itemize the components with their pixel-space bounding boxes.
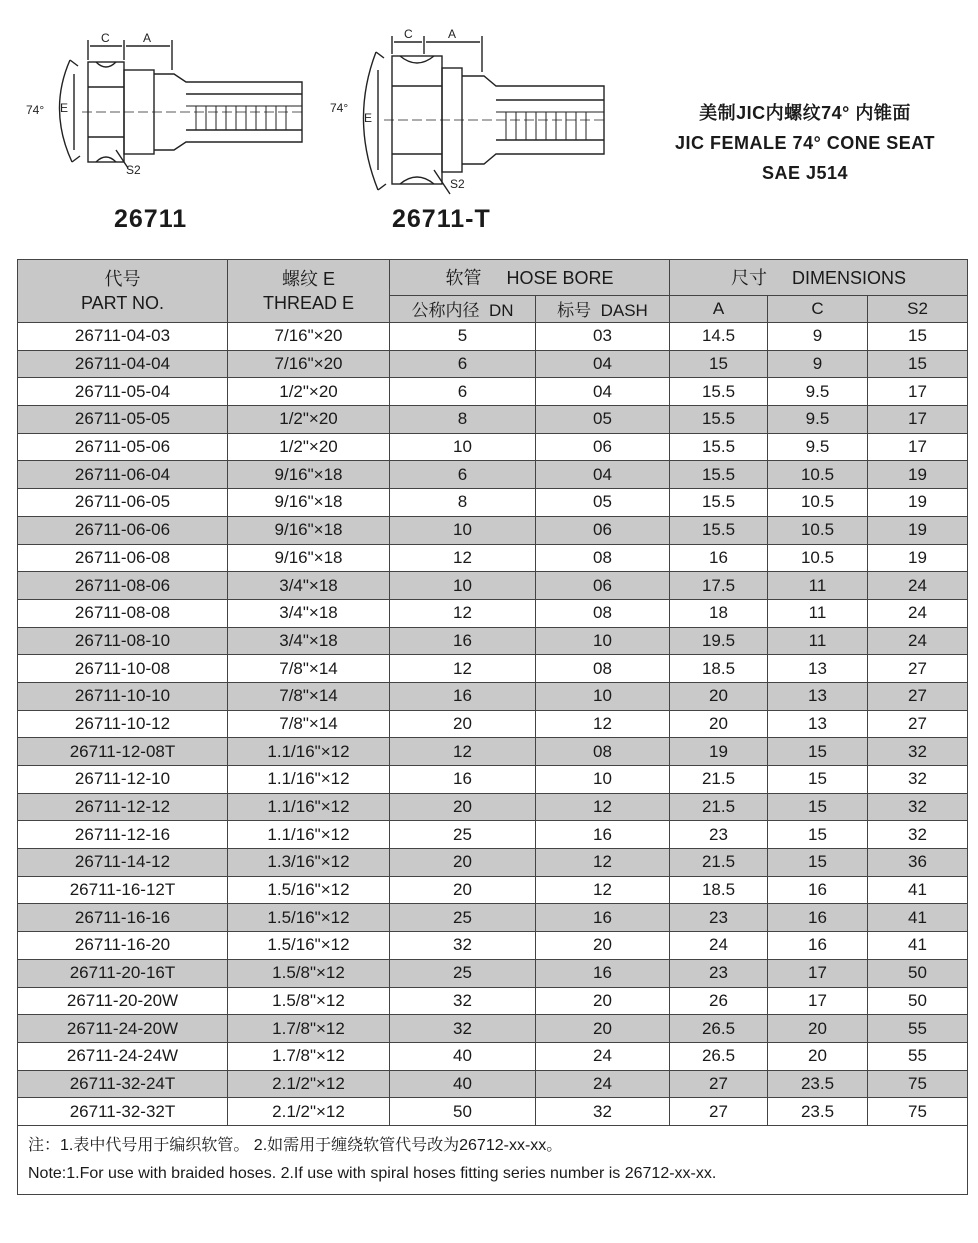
part-no-cell: 26711-12-16 bbox=[18, 821, 228, 849]
dash-cell: 16 bbox=[536, 904, 670, 932]
dn-cell: 16 bbox=[390, 682, 536, 710]
a-cell: 18.5 bbox=[670, 655, 768, 683]
dn-cell: 32 bbox=[390, 1015, 536, 1043]
header-c: C bbox=[768, 295, 868, 322]
dash-cell: 20 bbox=[536, 987, 670, 1015]
spec-table-body bbox=[18, 323, 968, 1126]
table-row bbox=[18, 323, 968, 351]
s2-cell: 27 bbox=[868, 710, 968, 738]
dash-cell: 10 bbox=[536, 766, 670, 794]
a-cell: 21.5 bbox=[670, 849, 768, 877]
dash-cell: 05 bbox=[536, 406, 670, 434]
dash-cell: 08 bbox=[536, 599, 670, 627]
c-cell: 10.5 bbox=[768, 544, 868, 572]
part-no-cell: 26711-14-12 bbox=[18, 849, 228, 877]
thread-cell: 7/8"×14 bbox=[228, 655, 390, 683]
dash-cell: 10 bbox=[536, 627, 670, 655]
dash-cell: 12 bbox=[536, 793, 670, 821]
s2-cell: 75 bbox=[868, 1098, 968, 1126]
table-row bbox=[18, 350, 968, 378]
title-standard: SAE J514 bbox=[761, 163, 849, 183]
c-cell: 9 bbox=[768, 323, 868, 351]
a-cell: 18 bbox=[670, 599, 768, 627]
s2-cell: 50 bbox=[868, 987, 968, 1015]
a-cell: 15.5 bbox=[670, 378, 768, 406]
thread-cell: 1.5/16"×12 bbox=[228, 876, 390, 904]
c-cell: 17 bbox=[768, 959, 868, 987]
s2-cell: 19 bbox=[868, 489, 968, 517]
a-cell: 23 bbox=[670, 821, 768, 849]
dn-cell: 12 bbox=[390, 738, 536, 766]
thread-cell: 7/8"×14 bbox=[228, 682, 390, 710]
table-row bbox=[18, 627, 968, 655]
s2-cell: 19 bbox=[868, 461, 968, 489]
c-cell: 15 bbox=[768, 793, 868, 821]
table-row bbox=[18, 1015, 968, 1043]
dn-cell: 25 bbox=[390, 821, 536, 849]
dn-cell: 8 bbox=[390, 406, 536, 434]
notes bbox=[18, 1125, 968, 1194]
part-no-cell: 26711-12-12 bbox=[18, 793, 228, 821]
s2-cell: 19 bbox=[868, 516, 968, 544]
c-cell: 13 bbox=[768, 710, 868, 738]
a-cell: 20 bbox=[670, 710, 768, 738]
thread-cell: 1.7/8"×12 bbox=[228, 1015, 390, 1043]
header-thread bbox=[228, 260, 390, 323]
dim-c-label-1: C bbox=[101, 31, 110, 45]
table-row bbox=[18, 406, 968, 434]
dn-cell: 20 bbox=[390, 876, 536, 904]
dash-cell: 12 bbox=[536, 849, 670, 877]
s2-cell: 17 bbox=[868, 406, 968, 434]
dim-a-label-1: A bbox=[143, 31, 152, 45]
dn-cell: 50 bbox=[390, 1098, 536, 1126]
s2-cell: 27 bbox=[868, 655, 968, 683]
table-row bbox=[18, 793, 968, 821]
thread-cell: 1.1/16"×12 bbox=[228, 738, 390, 766]
c-cell: 23.5 bbox=[768, 1070, 868, 1098]
c-cell: 10.5 bbox=[768, 516, 868, 544]
a-cell: 26 bbox=[670, 987, 768, 1015]
header-a: A bbox=[670, 295, 768, 322]
c-cell: 9.5 bbox=[768, 378, 868, 406]
part-no-cell: 26711-04-03 bbox=[18, 323, 228, 351]
dash-cell: 12 bbox=[536, 710, 670, 738]
part-no-cell: 26711-06-04 bbox=[18, 461, 228, 489]
thread-cell: 1.1/16"×12 bbox=[228, 766, 390, 794]
thread-cell: 1.5/16"×12 bbox=[228, 904, 390, 932]
header-thread-cn: 螺纹 E bbox=[281, 269, 335, 289]
table-row bbox=[18, 932, 968, 960]
dn-cell: 6 bbox=[390, 378, 536, 406]
c-cell: 9.5 bbox=[768, 433, 868, 461]
note-en: Note:1.For use with braided hoses. 2.If use with spiral hoses fitting series number is 26712-xx-xx. bbox=[28, 1164, 717, 1182]
dash-cell: 04 bbox=[536, 350, 670, 378]
dim-e-label-2: E bbox=[364, 111, 373, 125]
header-part-en: PART NO. bbox=[80, 293, 165, 313]
c-cell: 10.5 bbox=[768, 461, 868, 489]
dash-cell: 06 bbox=[536, 433, 670, 461]
dash-cell: 05 bbox=[536, 489, 670, 517]
thread-cell: 1.1/16"×12 bbox=[228, 793, 390, 821]
part-no-cell: 26711-04-04 bbox=[18, 350, 228, 378]
dn-cell: 8 bbox=[390, 489, 536, 517]
thread-cell: 1/2"×20 bbox=[228, 433, 390, 461]
a-cell: 15.5 bbox=[670, 433, 768, 461]
s2-cell: 36 bbox=[868, 849, 968, 877]
a-cell: 23 bbox=[670, 904, 768, 932]
c-cell: 10.5 bbox=[768, 489, 868, 517]
s2-cell: 27 bbox=[868, 682, 968, 710]
dn-cell: 32 bbox=[390, 987, 536, 1015]
s2-cell: 24 bbox=[868, 599, 968, 627]
a-cell: 15.5 bbox=[670, 489, 768, 517]
table-row bbox=[18, 516, 968, 544]
part-no-cell: 26711-08-08 bbox=[18, 599, 228, 627]
header-hose-bore: 软管 HOSE BORE bbox=[390, 260, 670, 296]
dn-cell: 40 bbox=[390, 1070, 536, 1098]
table-row bbox=[18, 1098, 968, 1126]
thread-cell: 9/16"×18 bbox=[228, 461, 390, 489]
part-no-cell: 26711-10-12 bbox=[18, 710, 228, 738]
dim-s2-label-1: S2 bbox=[126, 163, 141, 177]
dash-cell: 06 bbox=[536, 516, 670, 544]
table-row bbox=[18, 959, 968, 987]
a-cell: 14.5 bbox=[670, 323, 768, 351]
title-block bbox=[640, 98, 970, 188]
dim-c-label-2: C bbox=[404, 27, 413, 41]
dn-cell: 5 bbox=[390, 323, 536, 351]
part-no-cell: 26711-32-32T bbox=[18, 1098, 228, 1126]
part-no-cell: 26711-05-06 bbox=[18, 433, 228, 461]
dash-cell: 12 bbox=[536, 876, 670, 904]
c-cell: 13 bbox=[768, 682, 868, 710]
s2-cell: 32 bbox=[868, 738, 968, 766]
part-no-cell: 26711-12-08T bbox=[18, 738, 228, 766]
model-label-26711: 26711 bbox=[114, 205, 188, 233]
c-cell: 16 bbox=[768, 904, 868, 932]
part-no-cell: 26711-20-20W bbox=[18, 987, 228, 1015]
title-en: JIC FEMALE 74° CONE SEAT bbox=[675, 133, 935, 153]
spec-table bbox=[17, 259, 968, 1195]
drawing-26711 bbox=[59, 40, 302, 168]
s2-cell: 24 bbox=[868, 572, 968, 600]
dn-cell: 16 bbox=[390, 766, 536, 794]
part-no-cell: 26711-06-08 bbox=[18, 544, 228, 572]
angle-label-2: 74° bbox=[330, 101, 349, 115]
part-no-cell: 26711-24-20W bbox=[18, 1015, 228, 1043]
thread-cell: 9/16"×18 bbox=[228, 516, 390, 544]
s2-cell: 19 bbox=[868, 544, 968, 572]
part-no-cell: 26711-20-16T bbox=[18, 959, 228, 987]
a-cell: 20 bbox=[670, 682, 768, 710]
c-cell: 23.5 bbox=[768, 1098, 868, 1126]
a-cell: 24 bbox=[670, 932, 768, 960]
a-cell: 15.5 bbox=[670, 461, 768, 489]
thread-cell: 1.7/8"×12 bbox=[228, 1042, 390, 1070]
dn-cell: 10 bbox=[390, 433, 536, 461]
dash-cell: 24 bbox=[536, 1070, 670, 1098]
dn-cell: 10 bbox=[390, 572, 536, 600]
s2-cell: 17 bbox=[868, 378, 968, 406]
s2-cell: 55 bbox=[868, 1015, 968, 1043]
a-cell: 26.5 bbox=[670, 1015, 768, 1043]
dash-cell: 08 bbox=[536, 738, 670, 766]
a-cell: 15.5 bbox=[670, 406, 768, 434]
a-cell: 21.5 bbox=[670, 766, 768, 794]
c-cell: 15 bbox=[768, 738, 868, 766]
table-row bbox=[18, 599, 968, 627]
c-cell: 20 bbox=[768, 1015, 868, 1043]
part-no-cell: 26711-32-24T bbox=[18, 1070, 228, 1098]
title-cn: 美制JIC内螺纹74° 内锥面 bbox=[699, 103, 911, 123]
part-no-cell: 26711-24-24W bbox=[18, 1042, 228, 1070]
thread-cell: 3/4"×18 bbox=[228, 627, 390, 655]
header-thread-en: THREAD E bbox=[262, 293, 354, 313]
dash-cell: 20 bbox=[536, 1015, 670, 1043]
c-cell: 17 bbox=[768, 987, 868, 1015]
dash-cell: 24 bbox=[536, 1042, 670, 1070]
dash-cell: 10 bbox=[536, 682, 670, 710]
header-s2: S2 bbox=[868, 295, 968, 322]
header-part-no bbox=[18, 260, 228, 323]
thread-cell: 1.3/16"×12 bbox=[228, 849, 390, 877]
table-row bbox=[18, 987, 968, 1015]
a-cell: 27 bbox=[670, 1098, 768, 1126]
thread-cell: 1.1/16"×12 bbox=[228, 821, 390, 849]
table-row bbox=[18, 655, 968, 683]
s2-cell: 15 bbox=[868, 350, 968, 378]
thread-cell: 7/16"×20 bbox=[228, 323, 390, 351]
dash-cell: 20 bbox=[536, 932, 670, 960]
c-cell: 9 bbox=[768, 350, 868, 378]
thread-cell: 9/16"×18 bbox=[228, 544, 390, 572]
thread-cell: 1/2"×20 bbox=[228, 378, 390, 406]
c-cell: 15 bbox=[768, 821, 868, 849]
thread-cell: 1/2"×20 bbox=[228, 406, 390, 434]
s2-cell: 15 bbox=[868, 323, 968, 351]
dash-cell: 08 bbox=[536, 655, 670, 683]
c-cell: 13 bbox=[768, 655, 868, 683]
dash-cell: 04 bbox=[536, 378, 670, 406]
dn-cell: 20 bbox=[390, 849, 536, 877]
c-cell: 16 bbox=[768, 932, 868, 960]
a-cell: 15.5 bbox=[670, 516, 768, 544]
part-no-cell: 26711-12-10 bbox=[18, 766, 228, 794]
part-no-cell: 26711-08-10 bbox=[18, 627, 228, 655]
dn-cell: 12 bbox=[390, 544, 536, 572]
table-row bbox=[18, 1042, 968, 1070]
header-dimensions: 尺寸 DIMENSIONS bbox=[670, 260, 968, 296]
dash-cell: 06 bbox=[536, 572, 670, 600]
c-cell: 15 bbox=[768, 766, 868, 794]
dn-cell: 12 bbox=[390, 599, 536, 627]
dn-cell: 10 bbox=[390, 516, 536, 544]
table-row bbox=[18, 682, 968, 710]
part-no-cell: 26711-16-16 bbox=[18, 904, 228, 932]
s2-cell: 32 bbox=[868, 793, 968, 821]
header-dash: 标号 DASH bbox=[536, 295, 670, 322]
thread-cell: 1.5/8"×12 bbox=[228, 987, 390, 1015]
dn-cell: 6 bbox=[390, 461, 536, 489]
part-no-cell: 26711-16-12T bbox=[18, 876, 228, 904]
thread-cell: 7/8"×14 bbox=[228, 710, 390, 738]
s2-cell: 41 bbox=[868, 932, 968, 960]
thread-cell: 3/4"×18 bbox=[228, 572, 390, 600]
a-cell: 23 bbox=[670, 959, 768, 987]
angle-label-1: 74° bbox=[26, 103, 45, 117]
c-cell: 11 bbox=[768, 599, 868, 627]
part-no-cell: 26711-08-06 bbox=[18, 572, 228, 600]
s2-cell: 41 bbox=[868, 904, 968, 932]
c-cell: 20 bbox=[768, 1042, 868, 1070]
a-cell: 17.5 bbox=[670, 572, 768, 600]
dash-cell: 16 bbox=[536, 959, 670, 987]
part-no-cell: 26711-10-10 bbox=[18, 682, 228, 710]
c-cell: 15 bbox=[768, 849, 868, 877]
dn-cell: 32 bbox=[390, 932, 536, 960]
s2-cell: 32 bbox=[868, 821, 968, 849]
dim-s2-label-2: S2 bbox=[450, 177, 465, 191]
table-row bbox=[18, 461, 968, 489]
part-no-cell: 26711-06-06 bbox=[18, 516, 228, 544]
a-cell: 15 bbox=[670, 350, 768, 378]
table-row bbox=[18, 378, 968, 406]
part-no-cell: 26711-06-05 bbox=[18, 489, 228, 517]
dn-cell: 40 bbox=[390, 1042, 536, 1070]
table-row bbox=[18, 904, 968, 932]
dash-cell: 32 bbox=[536, 1098, 670, 1126]
a-cell: 26.5 bbox=[670, 1042, 768, 1070]
part-no-cell: 26711-05-04 bbox=[18, 378, 228, 406]
header-dn: 公称内径 DN bbox=[390, 295, 536, 322]
dim-e-label-1: E bbox=[60, 101, 69, 115]
drawing-26711-t bbox=[363, 36, 604, 194]
part-no-cell: 26711-10-08 bbox=[18, 655, 228, 683]
header-part-cn: 代号 bbox=[104, 269, 141, 289]
s2-cell: 32 bbox=[868, 766, 968, 794]
a-cell: 21.5 bbox=[670, 793, 768, 821]
c-cell: 11 bbox=[768, 627, 868, 655]
dn-cell: 12 bbox=[390, 655, 536, 683]
dash-cell: 08 bbox=[536, 544, 670, 572]
a-cell: 19.5 bbox=[670, 627, 768, 655]
c-cell: 16 bbox=[768, 876, 868, 904]
s2-cell: 55 bbox=[868, 1042, 968, 1070]
thread-cell: 2.1/2"×12 bbox=[228, 1098, 390, 1126]
a-cell: 16 bbox=[670, 544, 768, 572]
table-row bbox=[18, 572, 968, 600]
s2-cell: 17 bbox=[868, 433, 968, 461]
thread-cell: 1.5/16"×12 bbox=[228, 932, 390, 960]
s2-cell: 41 bbox=[868, 876, 968, 904]
table-row bbox=[18, 876, 968, 904]
c-cell: 11 bbox=[768, 572, 868, 600]
thread-cell: 1.5/8"×12 bbox=[228, 959, 390, 987]
dn-cell: 6 bbox=[390, 350, 536, 378]
table-row bbox=[18, 489, 968, 517]
a-cell: 27 bbox=[670, 1070, 768, 1098]
dn-cell: 25 bbox=[390, 959, 536, 987]
table-row bbox=[18, 710, 968, 738]
thread-cell: 2.1/2"×12 bbox=[228, 1070, 390, 1098]
dn-cell: 25 bbox=[390, 904, 536, 932]
table-row bbox=[18, 821, 968, 849]
s2-cell: 75 bbox=[868, 1070, 968, 1098]
model-label-26711-t: 26711-T bbox=[392, 205, 491, 233]
dash-cell: 16 bbox=[536, 821, 670, 849]
a-cell: 18.5 bbox=[670, 876, 768, 904]
dn-cell: 16 bbox=[390, 627, 536, 655]
part-no-cell: 26711-16-20 bbox=[18, 932, 228, 960]
dash-cell: 03 bbox=[536, 323, 670, 351]
table-row bbox=[18, 738, 968, 766]
dim-a-label-2: A bbox=[448, 27, 457, 41]
table-row bbox=[18, 766, 968, 794]
c-cell: 9.5 bbox=[768, 406, 868, 434]
dash-cell: 04 bbox=[536, 461, 670, 489]
dn-cell: 20 bbox=[390, 793, 536, 821]
table-row bbox=[18, 849, 968, 877]
a-cell: 19 bbox=[670, 738, 768, 766]
table-row bbox=[18, 544, 968, 572]
thread-cell: 9/16"×18 bbox=[228, 489, 390, 517]
table-row bbox=[18, 1070, 968, 1098]
s2-cell: 24 bbox=[868, 627, 968, 655]
thread-cell: 7/16"×20 bbox=[228, 350, 390, 378]
part-no-cell: 26711-05-05 bbox=[18, 406, 228, 434]
s2-cell: 50 bbox=[868, 959, 968, 987]
thread-cell: 3/4"×18 bbox=[228, 599, 390, 627]
dn-cell: 20 bbox=[390, 710, 536, 738]
table-row bbox=[18, 433, 968, 461]
note-cn: 注：1.表中代号用于编织软管。 2.如需用于缠绕软管代号改为26712-xx-xx。 bbox=[28, 1136, 563, 1154]
